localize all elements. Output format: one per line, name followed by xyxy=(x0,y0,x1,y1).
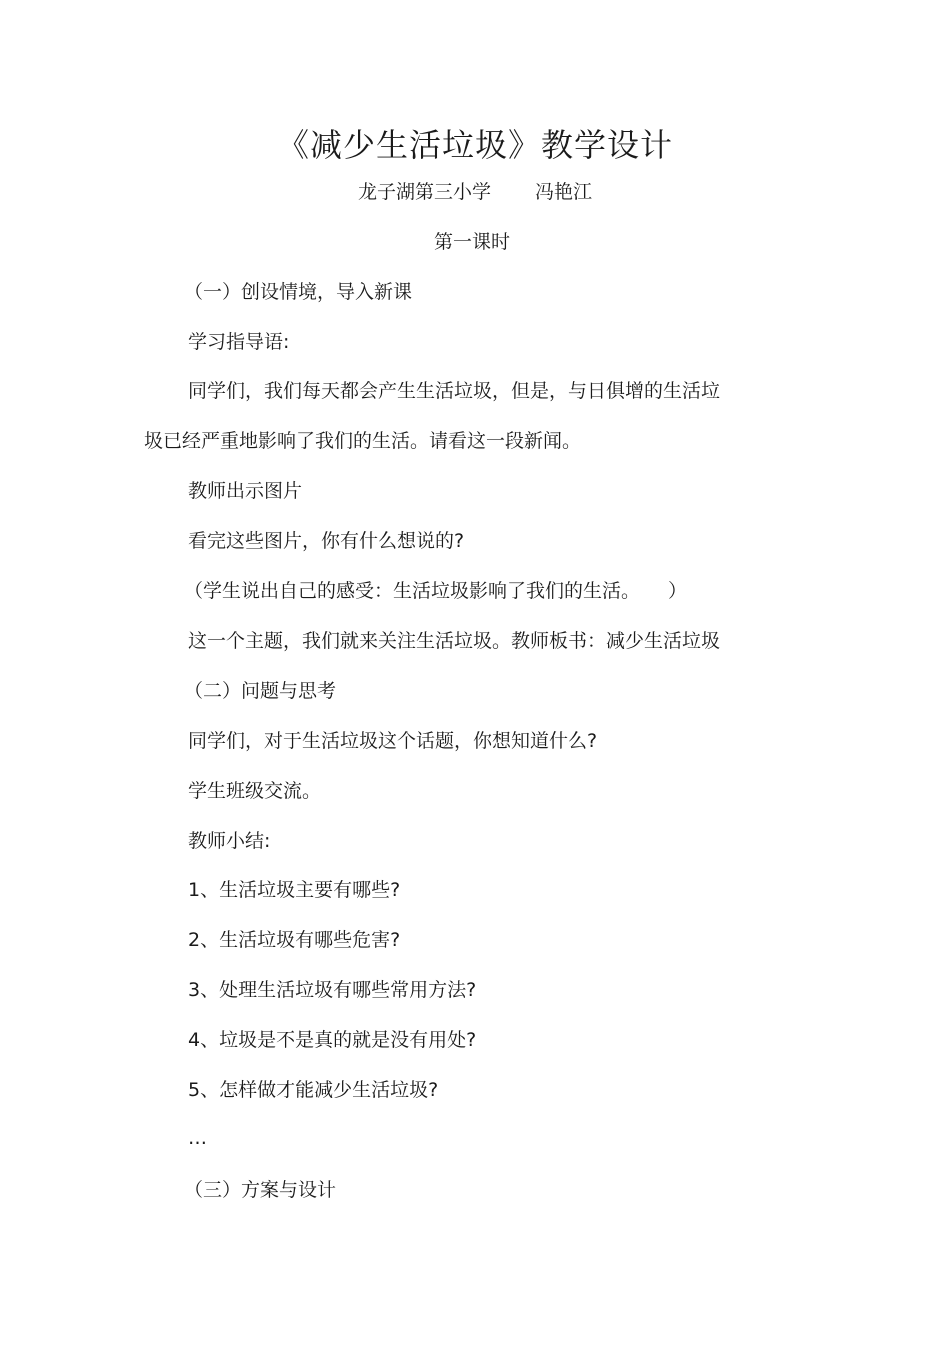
paragraph-line: 同学们，我们每天都会产生生活垃圾，但是，与日俱增的生活垃 xyxy=(188,380,721,402)
question-line: 同学们，对于生活垃圾这个话题，你想知道什么? xyxy=(188,730,598,752)
list-item: 1、生活垃圾主要有哪些? xyxy=(188,879,401,901)
ellipsis: … xyxy=(188,1127,207,1149)
student-feel-text: （学生说出自己的感受：生活垃圾影响了我们的生活。 xyxy=(184,580,641,602)
list-item: 4、垃圾是不是真的就是没有用处? xyxy=(188,1029,477,1051)
author-name: 冯艳江 xyxy=(535,181,593,203)
section2-heading: （二）问题与思考 xyxy=(184,680,337,702)
school-name: 龙子湖第三小学 xyxy=(357,181,491,203)
show-pictures-line: 教师出示图片 xyxy=(188,480,303,502)
author-line xyxy=(0,176,950,208)
exchange-line: 学生班级交流。 xyxy=(188,780,322,802)
list-item: 2、生活垃圾有哪些危害? xyxy=(188,929,401,951)
student-feel-close: ） xyxy=(668,580,688,602)
summary-label: 教师小结: xyxy=(188,830,271,852)
section1-heading: （一）创设情境，导入新课 xyxy=(184,281,413,303)
document-title: 《减少生活垃圾》教学设计 xyxy=(276,126,673,164)
list-item: 3、处理生活垃圾有哪些常用方法? xyxy=(188,979,477,1001)
guide-label: 学习指导语: xyxy=(188,331,290,353)
question-line: 看完这些图片，你有什么想说的? xyxy=(188,530,465,552)
section3-heading: （三）方案与设计 xyxy=(184,1179,337,1201)
theme-line: 这一个主题，我们就来关注生活垃圾。教师板书：减少生活垃圾 xyxy=(188,630,721,652)
student-feel-line xyxy=(184,575,687,607)
list-item: 5、怎样做才能减少生活垃圾? xyxy=(188,1079,439,1101)
paragraph-line: 圾已经严重地影响了我们的生活。请看这一段新闻。 xyxy=(144,430,582,452)
lesson-label: 第一课时 xyxy=(433,231,510,253)
